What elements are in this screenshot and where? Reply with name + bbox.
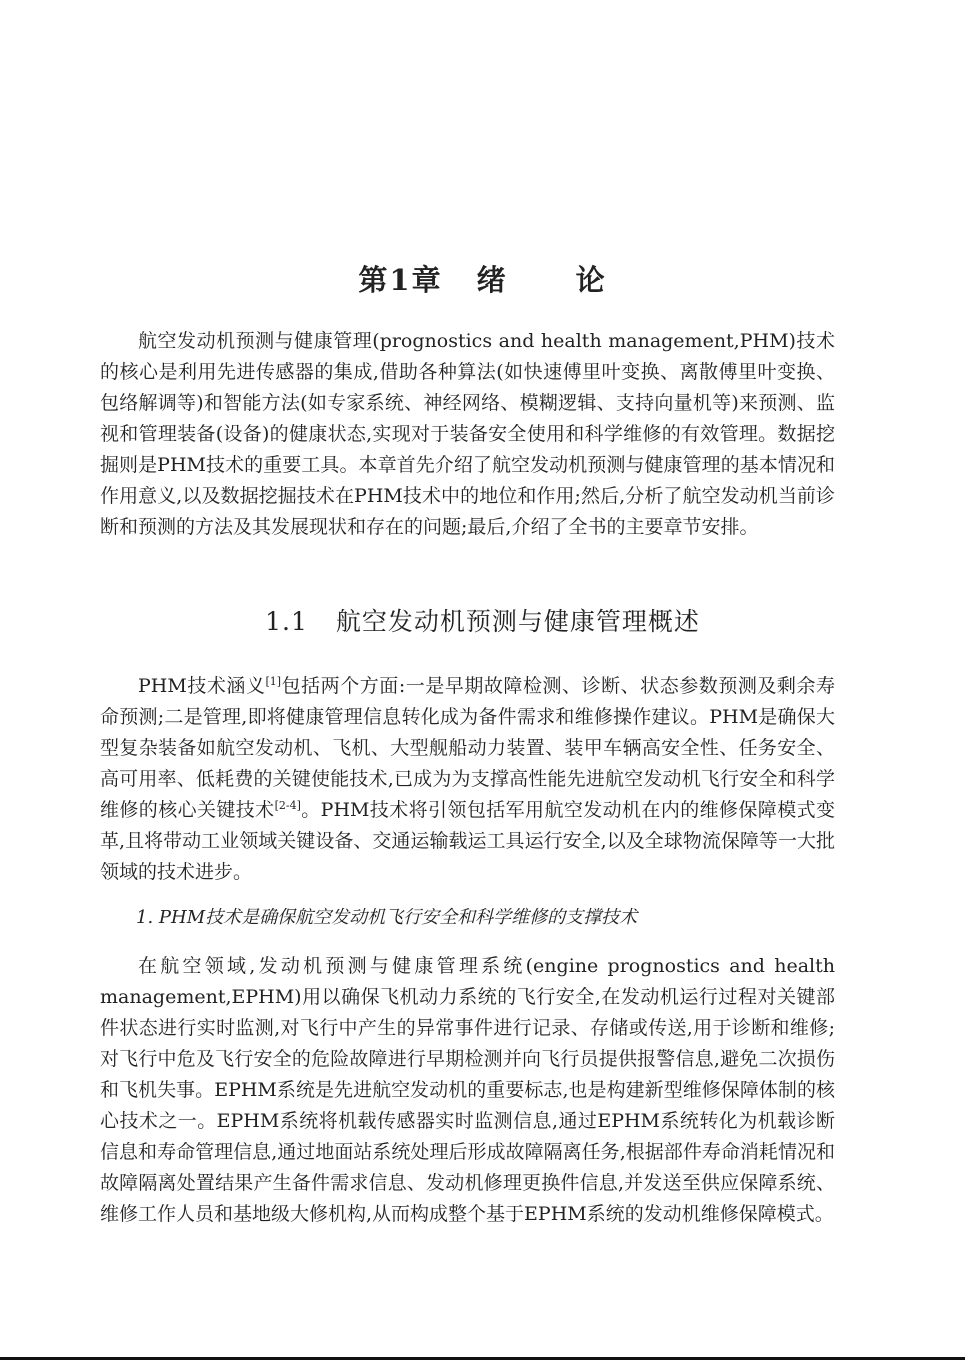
para2-text-1: PHM技术涵义 [138,675,266,697]
chapter-number: 1 [389,263,412,297]
phm-overview-paragraph [100,671,835,888]
section-title: 航空发动机预测与健康管理概述 [335,607,700,636]
para2-text-3: 。PHM技术将引领包括军用航空发动机在内的维修保障模式变革,且将带动工业领域关键设备、交通运输载运工具运行安全,以及全球物流保障等一大批领域的技术进步。 [100,799,835,883]
ephm-paragraph: 在航空领域,发动机预测与健康管理系统(engine prognostics and health management,EPHM)用以确保飞机动力系统的飞行安全,在发动机运行过程对关键部件状态进行实时监测,对飞行中产生的异常事件进行记录、存储或传送,用于诊断和维修;对飞行中危及飞行安全的危险故障进行早期检测并向飞行员提供报警信息,避免二次损伤和飞机失事。EPHM系统是先进航空发动机的重要标志,也是构建新型维修保障体制的核心技术之一。EPHM系统将机载传感器实时监测信息,通过EPHM系统转化为机载诊断信息和寿命管理信息,通过地面站系统处理后形成故障隔离任务,根据部件寿命消耗情况和故障隔离处置结果产生备件需求信息、发动机修理更换件信息,并发送至供应保障系统、维修工作人员和基地级大修机构,从而构成整个基于EPHM系统的发动机维修保障模式。 [100,955,835,1225]
section-heading [0,602,965,638]
chapter-title [0,258,965,299]
chapter-title-char-1: 绪 [476,263,508,297]
chapter-suffix: 章 [411,263,443,297]
chapter-title-char-2: 论 [575,263,607,297]
intro-paragraph: 航空发动机预测与健康管理(prognostics and health management,PHM)技术的核心是利用先进传感器的集成,借助各种算法(如快速傅里叶变换、离散傅里叶变换、包络解调等)和智能方法(如专家系统、神经网络、模糊逻辑、支持向量机等)来预测、监视和管理装备(设备)的健康状态,实现对于装备安全使用和科学维修的有效管理。数据挖掘则是PHM技术的重要工具。本章首先介绍了航空发动机预测与健康管理的基本情况和作用意义,以及数据挖掘技术在PHM技术中的地位和作用;然后,分析了航空发动机当前诊断和预测的方法及其发展现状和存在的问题;最后,介绍了全书的主要章节安排。 [100,330,835,538]
page-bottom-rule [0,1357,965,1360]
section-number: 1.1 [265,607,308,636]
chapter-prefix: 第 [358,263,390,297]
para2-text-2: 包括两个方面:一是早期故障检测、诊断、状态参数预测及剩余寿命预测;二是管理,即将健康管理信息转化成为备件需求和维修操作建议。PHM是确保大型复杂装备如航空发动机、飞机、大型舰船动力装置、装甲车辆高安全性、任务安全、高可用率、低耗费的关键使能技术,已成为为支撑高性能先进航空发动机飞行安全和科学维修的核心关键技术 [100,675,835,821]
subheading: 1. PHM技术是确保航空发动机飞行安全和科学维修的支撑技术 [136,907,638,928]
citation-2-4: [2-4] [274,799,301,812]
citation-1: [1] [265,675,282,688]
